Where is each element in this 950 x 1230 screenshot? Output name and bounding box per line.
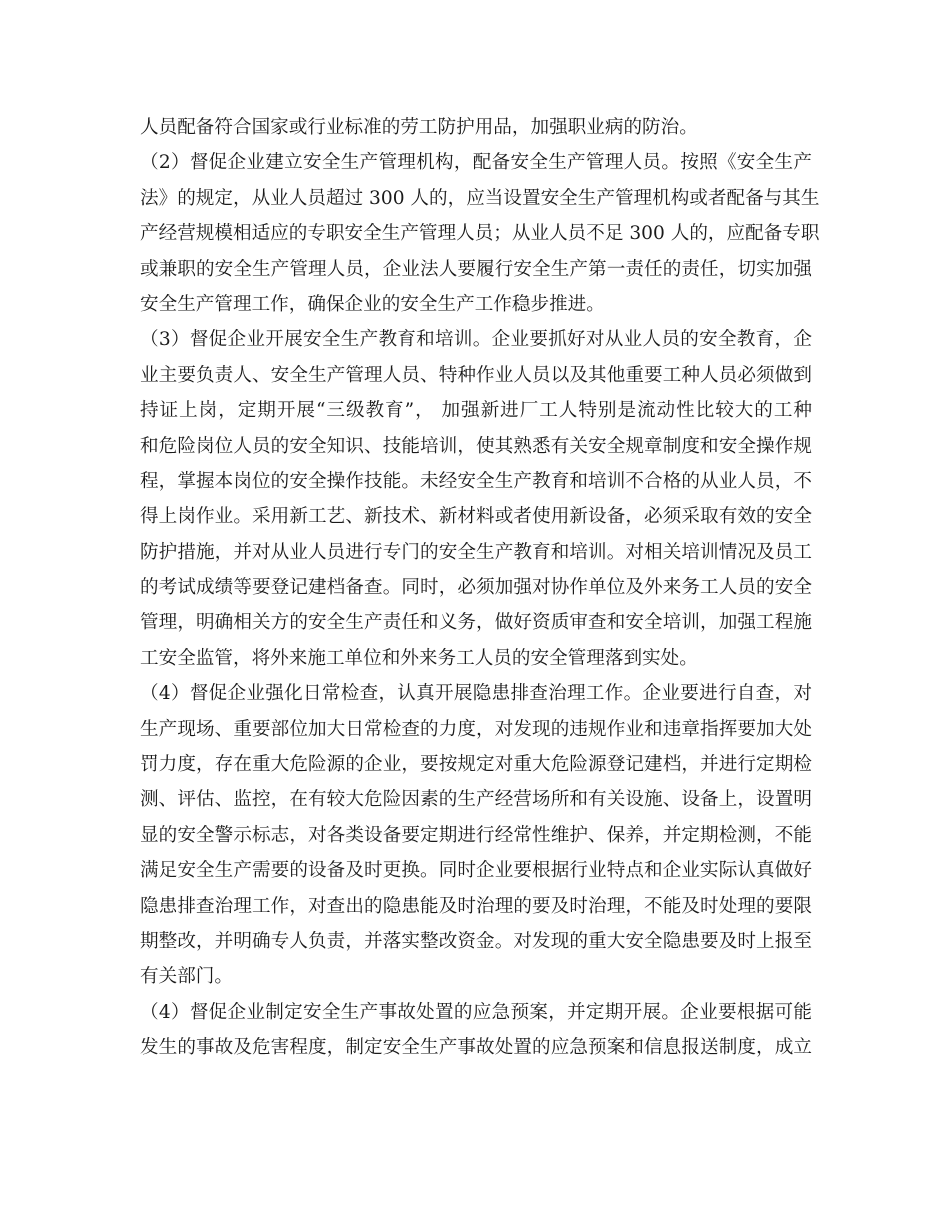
text-line: 产经营规模相适应的专职安全生产管理人员；从业人员不足 300 人的，应配备专职 [140,223,820,245]
text-line: 持证上岗，定期开展“三级教育”， 加强新进厂工人特别是流动性比较大的工种 [140,400,812,422]
text-line: 隐患排查治理工作，对查出的隐患能及时治理的要及时治理，不能及时处理的要限 [140,895,812,917]
text-line: 法》的规定，从业人员超过 300 人的，应当设置安全生产管理机构或者配备与其生 [140,187,820,209]
text-line: 得上岗作业。采用新工艺、新技术、新材料或者使用新设备，必须采取有效的安全 [140,506,812,528]
text-line: 满足安全生产需要的设备及时更换。同时企业要根据行业特点和企业实际认真做好 [140,860,812,882]
text-line: （3）督促企业开展安全生产教育和培训。企业要抓好对从业人员的安全教育，企 [140,329,812,351]
text-line: 期整改，并明确专人负责，并落实整改资金。对发现的重大安全隐患要及时上报至 [140,930,812,952]
text-line: 测、评估、监控，在有较大危险因素的生产经营场所和有关设施、设备上，设置明 [140,789,812,811]
text-line: 安全生产管理工作，确保企业的安全生产工作稳步推进。 [140,293,605,315]
text-line: 或兼职的安全生产管理人员，企业法人要履行安全生产第一责任的责任，切实加强 [140,258,812,280]
text-line: 人员配备符合国家或行业标准的劳工防护用品，加强职业病的防治。 [140,117,698,138]
text-line: （2）督促企业建立安全生产管理机构，配备安全生产管理人员。按照《安全生产 [140,152,812,174]
text-line: 显的安全警示标志，对各类设备要定期进行经常性维护、保养，并定期检测，不能 [140,824,812,846]
text-line: 和危险岗位人员的安全知识、技能培训，使其熟悉有关安全规章制度和安全操作规 [140,435,812,457]
text-line: 的考试成绩等要登记建档备查。同时，必须加强对协作单位及外来务工人员的安全 [140,577,812,599]
document-body [140,110,820,1066]
text-line: 工安全监管，将外来施工单位和外来务工人员的安全管理落到实处。 [140,647,698,669]
text-line: （4）督促企业强化日常检查，认真开展隐患排查治理工作。企业要进行自查，对 [140,683,812,705]
text-line: 程，掌握本岗位的安全操作技能。未经安全生产教育和培训不合格的从业人员，不 [140,470,812,492]
text-line: 业主要负责人、安全生产管理人员、特种作业人员以及其他重要工种人员必须做到 [140,364,812,386]
text-line: 发生的事故及危害程度，制定安全生产事故处置的应急预案和信息报送制度，成立 [140,1037,812,1059]
text-line: 管理，明确相关方的安全生产责任和义务，做好资质审查和安全培训，加强工程施 [140,612,812,634]
text-line: 防护措施，并对从业人员进行专门的安全生产教育和培训。对相关培训情况及员工 [140,541,812,563]
text-line: 有关部门。 [140,966,233,988]
text-line: 生产现场、重要部位加大日常检查的力度，对发现的违规作业和违章指挥要加大处 [140,718,812,740]
text-line: （4）督促企业制定安全生产事故处置的应急预案，并定期开展。企业要根据可能 [140,1001,812,1023]
text-line: 罚力度，存在重大危险源的企业，要按规定对重大危险源登记建档，并进行定期检 [140,754,812,776]
